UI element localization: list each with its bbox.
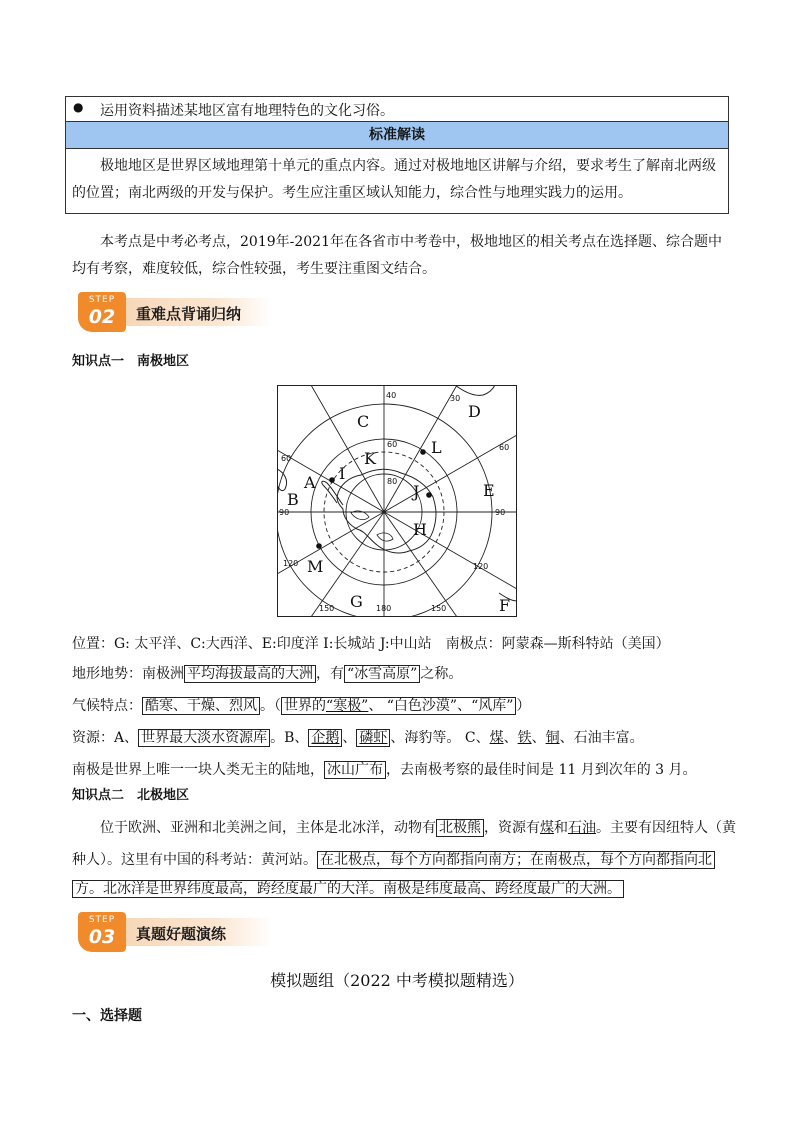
- tick-60-left: 60: [281, 454, 292, 463]
- step-title: 真题好题演练: [136, 925, 227, 943]
- section-choice-questions: 一、选择题: [72, 1008, 142, 1024]
- south-pole-line: [72, 760, 697, 780]
- north-line-2: [72, 850, 715, 870]
- terrain-line: [72, 664, 462, 684]
- north-l1-oil: 石油: [568, 820, 596, 836]
- climate-box-2-a: 世界的: [284, 698, 326, 714]
- resource-b: 。B、: [270, 730, 309, 746]
- north-l1-post: 。主要有因纽特人（黄: [596, 820, 736, 836]
- tick-80: 80: [387, 477, 398, 486]
- climate-label: 气候特点：: [72, 698, 142, 714]
- bullet-icon: ●: [73, 100, 84, 114]
- climate-box-2-cold-pole: “寒极”: [326, 698, 369, 714]
- step-03-banner: [78, 910, 278, 956]
- resource-line: [72, 728, 644, 748]
- step-number: 03: [88, 926, 116, 948]
- map-label-H: H: [413, 520, 427, 539]
- climate-box-2-b: 、 “白色沙漠”、“风库”: [368, 698, 514, 714]
- station-dot-M: [316, 543, 322, 549]
- criteria-item-row: [66, 97, 728, 122]
- criteria-table: [65, 96, 729, 214]
- resource-sep-1: 、: [342, 730, 357, 746]
- tick-90-left: 90: [279, 508, 290, 517]
- map-label-G: G: [350, 592, 363, 611]
- resource-iron: 铁: [517, 730, 532, 746]
- map-label-K: K: [364, 449, 376, 468]
- map-label-D: D: [468, 402, 481, 421]
- station-dot-J: [426, 492, 432, 498]
- resource-box-1: 世界最大淡水资源库: [138, 729, 270, 747]
- map-label-E: E: [483, 481, 495, 500]
- station-dot-L: [420, 449, 426, 455]
- station-dot-A: [329, 477, 335, 483]
- tick-180: 180: [376, 604, 392, 613]
- north-l2-box: 在北极点，每个方向都指向南方；在南极点，每个方向都指向北: [317, 851, 715, 869]
- resource-copper: 铜: [545, 730, 560, 746]
- tick-60-right: 60: [499, 443, 510, 452]
- north-l1-box: 北极熊: [436, 819, 484, 837]
- step-number: 02: [88, 306, 116, 328]
- terrain-mid: ，有: [316, 666, 344, 682]
- south-pole-post: ，去南极考察的最佳时间是 11 月到次年的 3 月。: [386, 762, 697, 778]
- tick-90-right: 90: [495, 508, 506, 517]
- north-l2-pre: 种人）。这里有中国的科考站：黄河站。: [72, 852, 317, 868]
- map-label-M: M: [307, 557, 324, 576]
- climate-line: [72, 696, 530, 716]
- criteria-header: 标准解读: [66, 122, 728, 149]
- step-title: 重难点背诵归纳: [136, 305, 242, 323]
- map-label-I: I: [339, 464, 346, 483]
- antarctica-map: [277, 385, 517, 617]
- step-badge: [78, 292, 126, 332]
- step-word: STEP: [88, 295, 116, 305]
- resource-sep-3: 、: [531, 730, 546, 746]
- tick-150-right: 150: [431, 604, 447, 613]
- resource-end: 、石油丰富。: [559, 730, 644, 746]
- climate-box-1: 酷寒、干燥、烈风: [142, 697, 260, 715]
- resource-krill: 磷虾: [356, 729, 390, 747]
- terrain-label: 地形地势：: [72, 666, 142, 682]
- map-label-F: F: [499, 596, 511, 615]
- simulation-group-title: 模拟题组（2022 中考模拟题精选）: [270, 971, 524, 990]
- north-l1-and: 和: [554, 820, 568, 836]
- climate-mid: 。（: [260, 698, 281, 714]
- position-label: 位置：: [72, 636, 114, 652]
- map-label-J: J: [413, 482, 420, 501]
- intro-paragraph: 本考点是中考必考点，2019年-2021年在各省市中考卷中，极地地区的相关考点在选择题、综合题中均有考察，难度较低，综合性较强，考生要注重图文结合。: [72, 234, 722, 277]
- resource-coal: 煤: [489, 730, 504, 746]
- tick-150-left: 150: [319, 604, 335, 613]
- terrain-box-1: 平均海拔最高的大洲: [184, 665, 316, 683]
- terrain-pre: 南极洲: [142, 666, 184, 682]
- step-02-banner: [78, 290, 278, 336]
- criteria-body: 极地地区是世界区域地理第十单元的重点内容。通过对极地地区讲解与介绍，要求考生了解南北两级的位置；南北两级的开发与保护。考生应注重区域认知能力，综合性与地理实践力的运用。: [72, 158, 716, 201]
- resource-label: 资源：: [72, 730, 114, 746]
- map-label-B: B: [287, 490, 299, 509]
- tick-40: 40: [386, 391, 397, 400]
- tick-60-inner: 60: [387, 440, 398, 449]
- knowledge-point-2-title: 知识点二 北极地区: [72, 788, 190, 803]
- south-pole-box: 冰山广布: [324, 761, 386, 779]
- north-l3-box: 方。北冰洋是世界纬度最高，跨经度最广的大洋。南极是纬度最高、跨经度最广的大洲。: [72, 880, 624, 898]
- position-line: [72, 634, 670, 654]
- position-text: G: 太平洋、C:大西洋、E:印度洋 I:长城站 J:中山站 南极点：阿蒙森—斯科特站（美国）: [114, 636, 670, 652]
- tick-120-right: 120: [473, 562, 489, 571]
- north-l1-mid: ，资源有: [484, 820, 540, 836]
- step-word: STEP: [88, 915, 116, 925]
- north-l1-coal: 煤: [540, 820, 554, 836]
- terrain-post: 之称。: [420, 666, 463, 682]
- knowledge-point-1-title: 知识点一 南极地区: [72, 354, 190, 369]
- north-line-3: [72, 879, 624, 899]
- resource-c: 、海豹等。 C、: [390, 730, 490, 746]
- step-badge: [78, 912, 126, 952]
- resource-a: A、: [114, 730, 139, 746]
- criteria-item-text: 运用资料描述某地区富有地理特色的文化习俗。: [100, 103, 394, 119]
- map-label-L: L: [431, 438, 442, 457]
- north-l1-pre: 位于欧洲、亚洲和北美洲之间，主体是北冰洋，动物有: [100, 820, 436, 836]
- terrain-box-2: “冰雪高原”: [344, 665, 420, 683]
- climate-box-2: [281, 697, 516, 715]
- map-label-C: C: [357, 412, 370, 431]
- south-pole-pre: 南极是世界上唯一一块人类无主的陆地，: [72, 762, 324, 778]
- resource-penguin: 企鹅: [308, 729, 342, 747]
- climate-post: ）: [516, 698, 531, 714]
- resource-sep-2: 、: [503, 730, 518, 746]
- map-label-A: A: [304, 473, 316, 492]
- north-line-1: [100, 818, 736, 838]
- tick-30: 30: [450, 394, 461, 403]
- tick-120-left: 120: [283, 559, 299, 568]
